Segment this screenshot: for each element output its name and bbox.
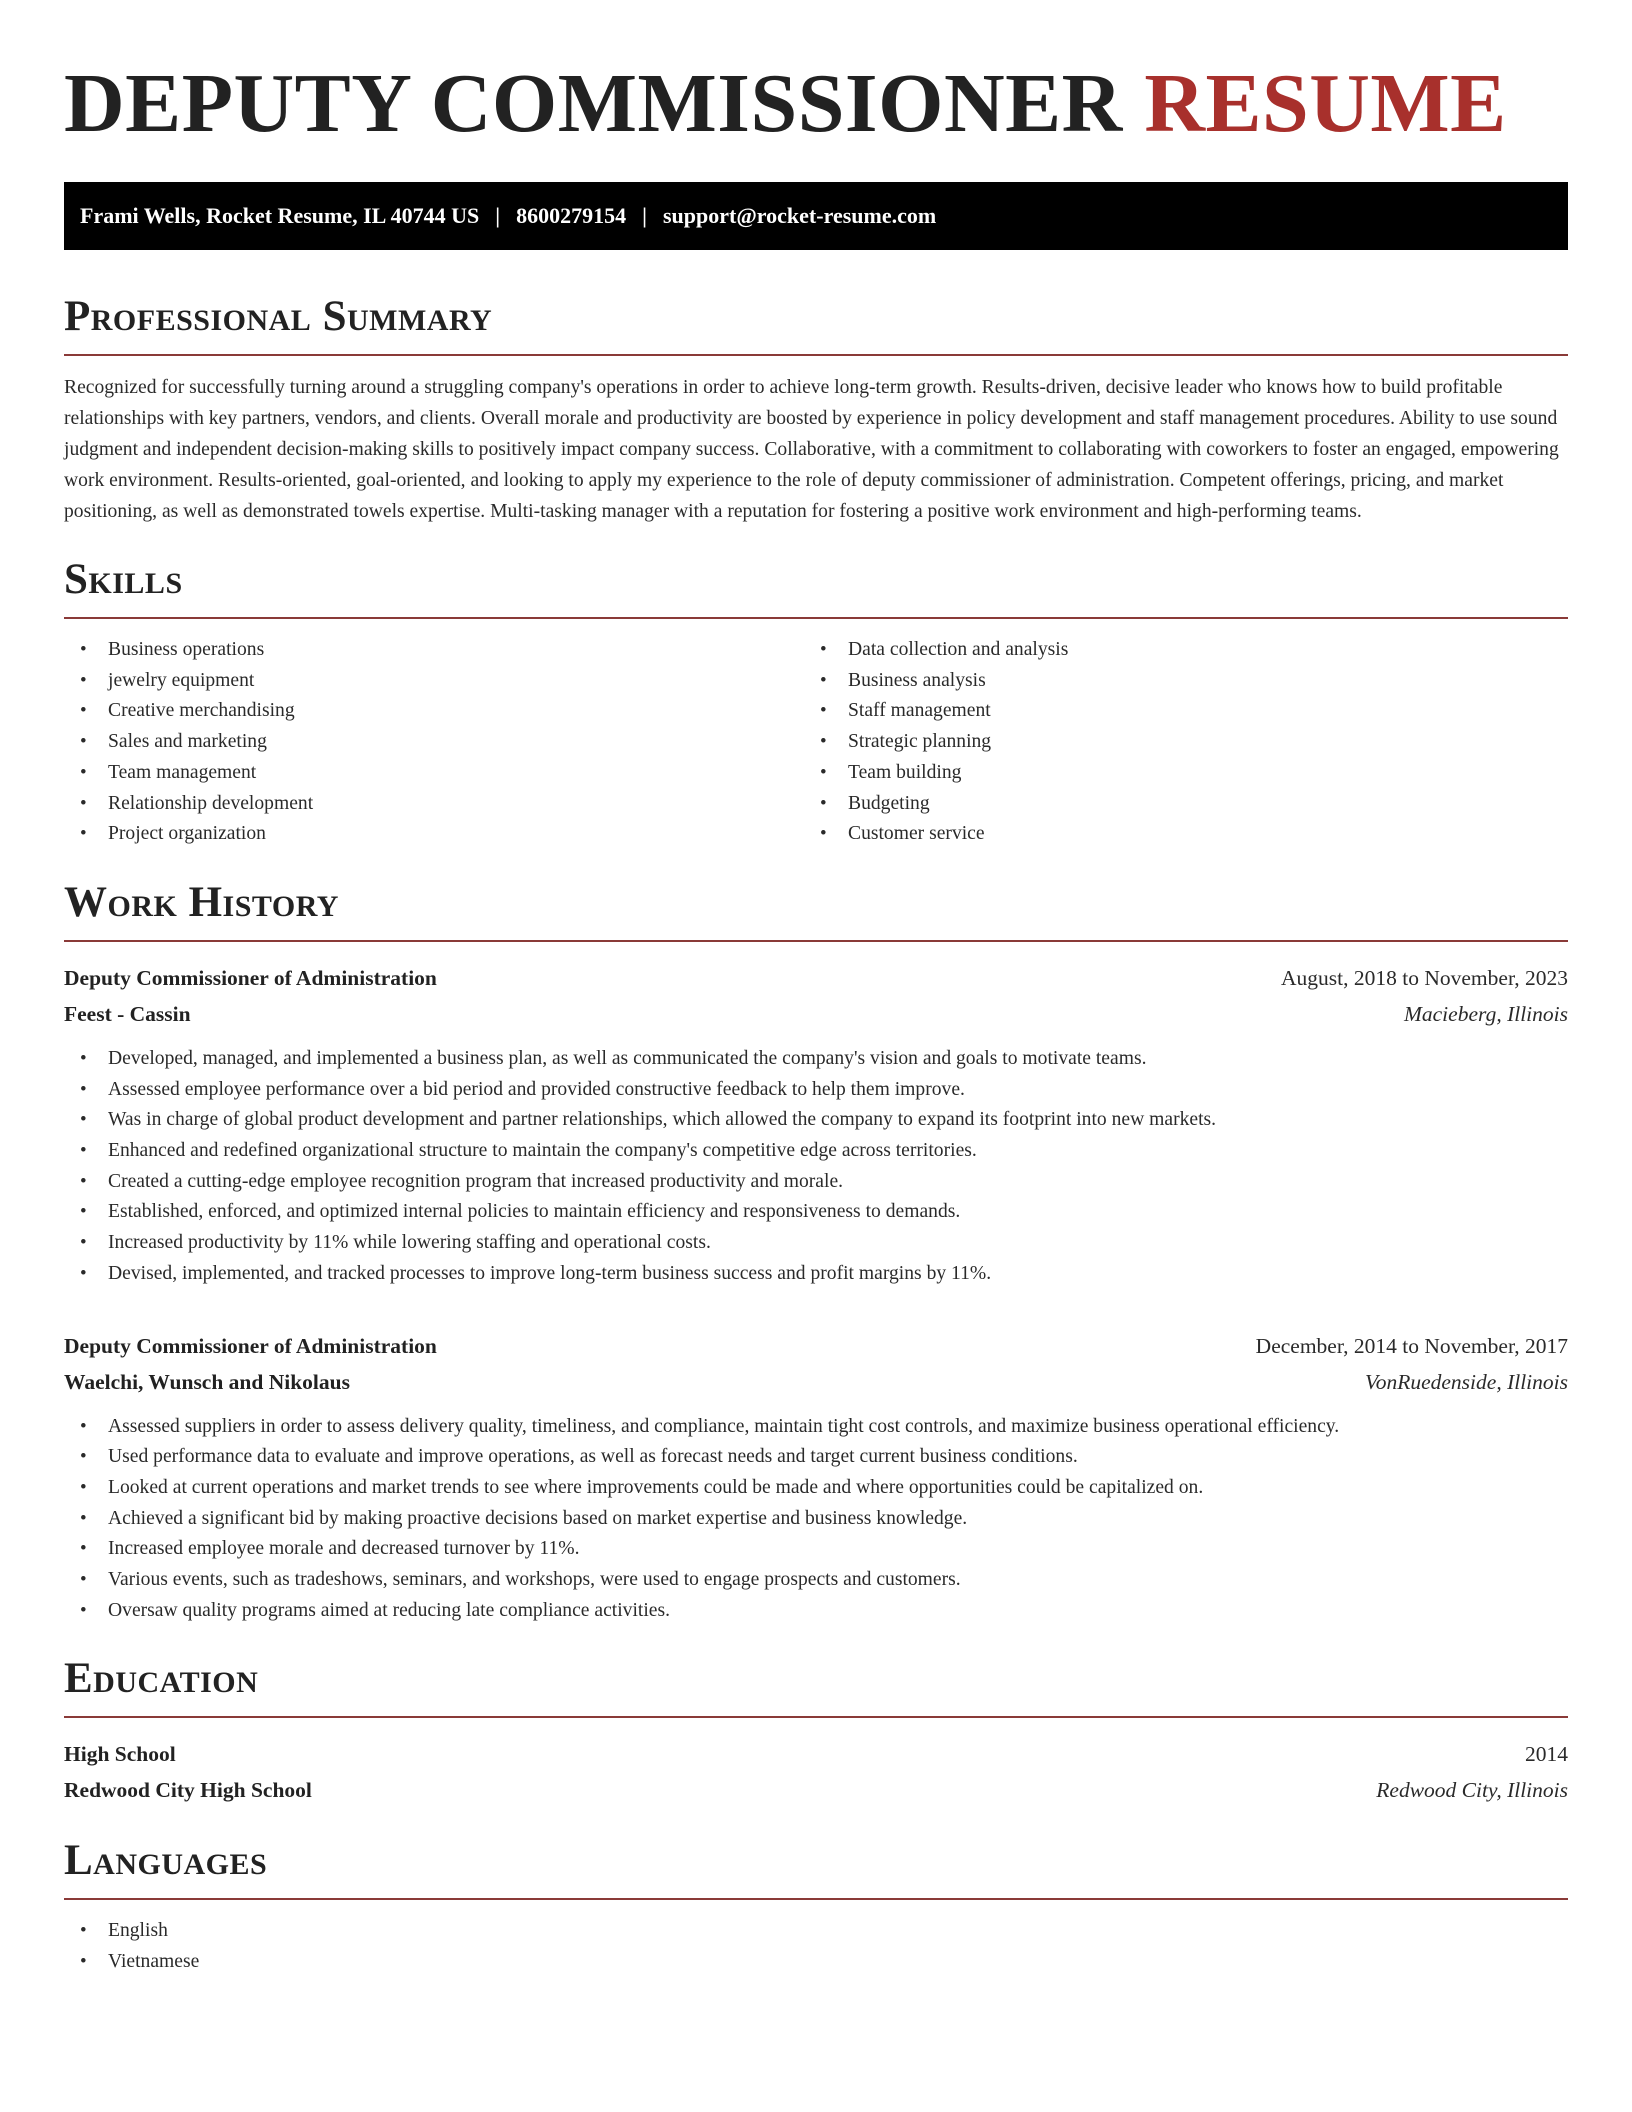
job-title-row — [64, 960, 1568, 996]
skills-list-right — [804, 635, 1544, 850]
job-dates: December, 2014 to November, 2017 — [1255, 1333, 1568, 1358]
section-divider — [64, 1716, 1568, 1718]
languages-heading: Languages — [64, 1837, 268, 1885]
job-location: VonRuedenside, Illinois — [1364, 1369, 1568, 1394]
job-bullet: • Various events, such as tradeshows, seminars, and workshops, were used to engage prospects and customers. — [64, 1565, 1568, 1596]
summary-section — [64, 292, 1568, 527]
education-degree: High School — [64, 1742, 176, 1767]
skill-item: • Data collection and analysis — [804, 635, 1544, 666]
job-bullet: • Was in charge of global product development and partner relationships, which allowed the company to expand its footprint into new markets. — [64, 1105, 1568, 1136]
job-bullet: • Assessed suppliers in order to assess delivery quality, timeliness, and compliance, maintain tight cost controls, and maximize business operational efficiency. — [64, 1412, 1568, 1443]
skill-item: • Staff management — [804, 696, 1544, 727]
section-divider — [64, 617, 1568, 619]
education-school-row — [64, 1772, 1568, 1808]
skill-item: • Budgeting — [804, 789, 1544, 820]
language-item: • Vietnamese — [64, 1947, 1568, 1978]
job-entry — [64, 1328, 1568, 1627]
skill-item: • Sales and marketing — [64, 727, 804, 758]
job-bullet: • Increased productivity by 11% while lowering staffing and operational costs. — [64, 1228, 1568, 1259]
contact-separator: | — [495, 203, 501, 228]
skill-item: • Team building — [804, 758, 1544, 789]
skill-item: • Creative merchandising — [64, 696, 804, 727]
skill-item: • Project organization — [64, 819, 804, 850]
summary-heading: Professional Summary — [64, 293, 493, 340]
education-location: Redwood City, Illinois — [1376, 1778, 1568, 1803]
section-divider — [64, 1898, 1568, 1900]
job-company-row — [64, 1364, 1568, 1400]
job-title: Deputy Commissioner of Administration — [64, 965, 437, 990]
job-title-row — [64, 1328, 1568, 1364]
education-heading: Education — [64, 1655, 259, 1703]
contact-email: support@rocket-resume.com — [662, 203, 937, 228]
job-bullet: • Devised, implemented, and tracked processes to improve long-term business success and profit margins by 11%. — [64, 1259, 1568, 1290]
job-location: Macieberg, Illinois — [1403, 1001, 1568, 1026]
job-bullet: • Established, enforced, and optimized internal policies to maintain efficiency and responsiveness to demands. — [64, 1197, 1568, 1228]
contact-separator: | — [642, 203, 647, 228]
title-main: DEPUTY COMMISSIONER — [64, 57, 1123, 150]
skill-item: • Relationship development — [64, 789, 804, 820]
work-history-section — [64, 878, 1568, 1627]
skill-item: • jewelry equipment — [64, 666, 804, 697]
languages-list — [64, 1916, 1568, 1977]
section-divider — [64, 354, 1568, 356]
job-bullet: • Increased employee morale and decreased turnover by 11%. — [64, 1534, 1568, 1565]
education-year: 2014 — [1525, 1742, 1568, 1767]
job-bullets — [64, 1412, 1568, 1627]
job-bullet: • Enhanced and redefined organizational structure to maintain the company's competitive edge across territories. — [64, 1136, 1568, 1167]
job-title: Deputy Commissioner of Administration — [64, 1333, 437, 1358]
education-degree-row — [64, 1736, 1568, 1772]
contact-phone: 8600279154 — [516, 203, 627, 228]
job-bullet: • Used performance data to evaluate and improve operations, as well as forecast needs and target current business conditions. — [64, 1442, 1568, 1473]
job-entry — [64, 960, 1568, 1290]
job-company: Waelchi, Wunsch and Nikolaus — [64, 1369, 350, 1394]
skills-heading: Skills — [64, 556, 183, 603]
job-bullets — [64, 1044, 1568, 1290]
education-school: Redwood City High School — [64, 1778, 312, 1803]
education-section — [64, 1654, 1568, 1808]
summary-text: Recognized for successfully turning around a struggling company's operations in order to achieve long-term growth. Results-driven, decisive leader who knows how to build profitable relationships with key partners, vendors, and clients. Overall morale and productivity are boosted by experience in policy development and staff management procedures. Ability to use sound judgment and independent decision-making skills to positively impact company success. Collaborative, with a commitment to collaborating with coworkers to foster an engaged, empowering work environment. Results-oriented, goal-oriented, and looking to apply my experience to the role of deputy commissioner of administration. Competent offerings, pricing, and market positioning, as well as demonstrated towels expertise. Multi-tasking manager with a reputation for fostering a positive work environment and high-performing teams. — [64, 377, 1559, 522]
job-bullet: • Developed, managed, and implemented a business plan, as well as communicated the company's vision and goals to motivate teams. — [64, 1044, 1568, 1075]
job-company-row — [64, 996, 1568, 1032]
languages-section — [64, 1836, 1568, 1977]
job-bullet: • Assessed employee performance over a bid period and provided constructive feedback to help them improve. — [64, 1075, 1568, 1106]
job-dates: August, 2018 to November, 2023 — [1281, 965, 1568, 990]
skill-item: • Team management — [64, 758, 804, 789]
education-entry — [64, 1736, 1568, 1808]
language-item: • English — [64, 1916, 1568, 1947]
skill-item: • Customer service — [804, 819, 1544, 850]
skills-section — [64, 555, 1568, 850]
resume-page — [64, 0, 1568, 1978]
contact-address: Frami Wells, Rocket Resume, IL 40744 US — [80, 203, 480, 228]
job-bullet: • Looked at current operations and market trends to see where improvements could be made and where opportunities could be capitalized on. — [64, 1473, 1568, 1504]
section-divider — [64, 940, 1568, 942]
work-history-heading: Work History — [64, 878, 339, 926]
job-bullet: • Oversaw quality programs aimed at reducing late compliance activities. — [64, 1596, 1568, 1627]
skill-item: • Strategic planning — [804, 727, 1544, 758]
skill-item: • Business analysis — [804, 666, 1544, 697]
skill-item: • Business operations — [64, 635, 804, 666]
title-accent: RESUME — [1144, 57, 1507, 150]
job-bullet: • Achieved a significant bid by making proactive decisions based on market expertise and business knowledge. — [64, 1504, 1568, 1535]
skills-list-left — [64, 635, 804, 850]
resume-title — [64, 56, 1568, 152]
skills-grid — [64, 635, 1568, 850]
job-bullet: • Created a cutting-edge employee recognition program that increased productivity and morale. — [64, 1167, 1568, 1198]
contact-bar — [64, 182, 1568, 250]
job-company: Feest - Cassin — [64, 1001, 191, 1026]
